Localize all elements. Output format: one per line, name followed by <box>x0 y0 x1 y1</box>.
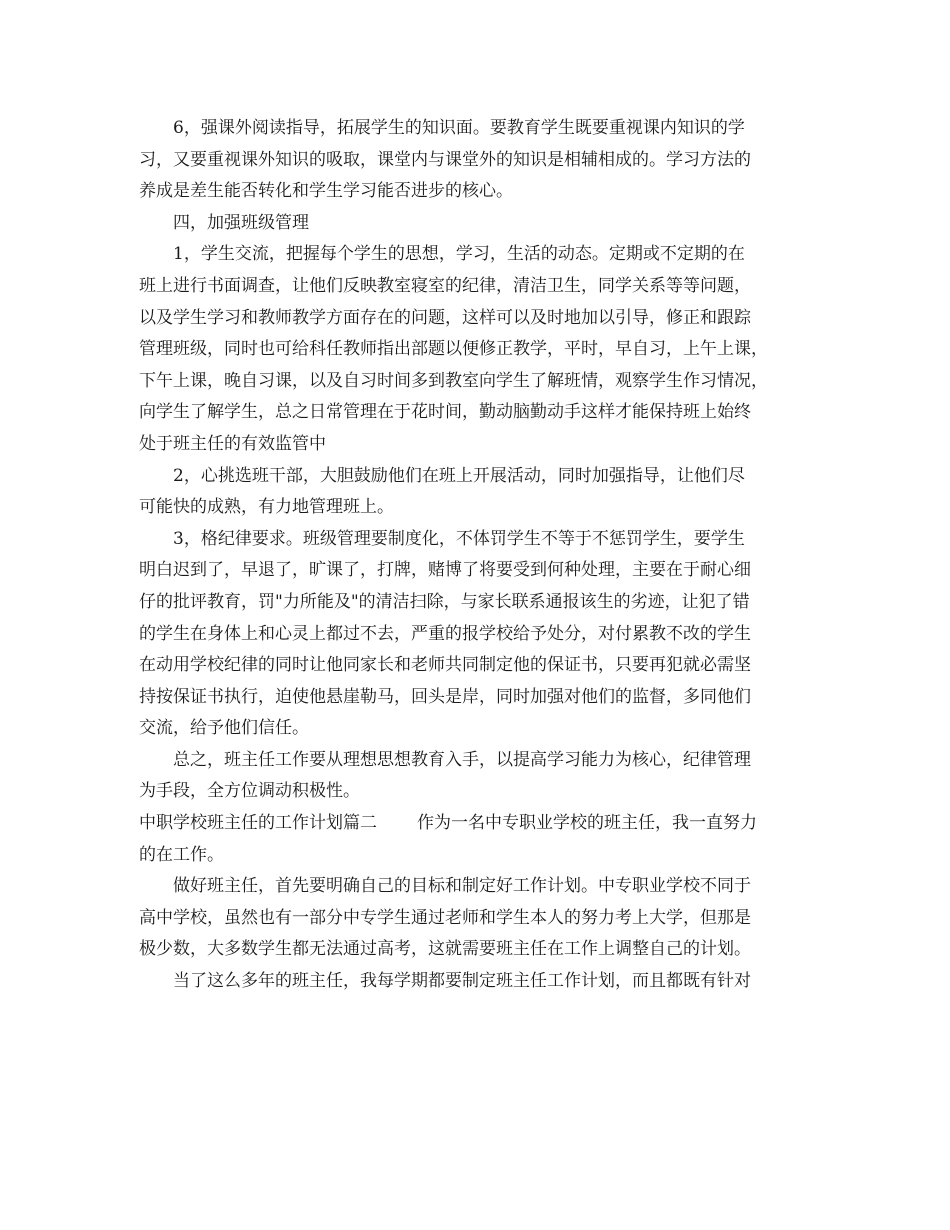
paragraph-line: 1，学生交流，把握每个学生的思想，学习，生活的动态。定期或不定期的在 <box>173 244 745 265</box>
part-two-title: 中职学校班主任的工作计划篇二 <box>139 813 377 834</box>
paragraph-line: 班上进行书面调查，让他们反映教室寝室的纪律，清洁卫生，同学关系等等问题， <box>139 275 751 296</box>
paragraph-line: 交流，给予他们信任。 <box>139 718 309 739</box>
paragraph-line: 总之，班主任工作要从理想思想教育入手，以提高学习能力为核心，纪律管理 <box>173 749 751 770</box>
paragraph-line: 3，格纪律要求。班级管理要制度化，不体罚学生不等于不惩罚学生，要学生 <box>173 528 745 549</box>
paragraph-line: 当了这么多年的班主任，我每学期都要制定班主任工作计划，而且都既有针对 <box>173 971 751 992</box>
paragraph-line: 明白迟到了，早退了，旷课了，打牌，赌博了将要受到何种处理，主要在于耐心细 <box>139 560 751 581</box>
paragraph-line: 处于班主任的有效监管中 <box>139 433 326 454</box>
paragraph-line: 持按保证书执行，迫使他悬崖勒马，回头是岸，同时加强对他们的监督，多同他们 <box>139 686 751 707</box>
paragraph-line: 下午上课，晚自习课，以及自习时间多到教室向学生了解班情，观察学生作习情况， <box>139 370 768 391</box>
paragraph-line: 管理班级，同时也可给科任教师指出部题以便修正教学，平时，早自习，上午上课， <box>139 339 768 360</box>
paragraph-line: 以及学生学习和教师教学方面存在的问题，这样可以及时地加以引导，修正和跟踪 <box>139 307 751 328</box>
section-heading: 四，加强班级管理 <box>173 212 309 233</box>
paragraph-line: 2，心挑选班干部，大胆鼓励他们在班上开展活动，同时加强指导，让他们尽 <box>173 465 745 486</box>
paragraph-line: 养成是差生能否转化和学生学习能否进步的核心。 <box>139 181 513 202</box>
paragraph-line: 可能快的成熟，有力地管理班上。 <box>139 497 394 518</box>
paragraph-line: 向学生了解学生，总之日常管理在于花时间，勤动脑勤动手这样才能保持班上始终 <box>139 402 751 423</box>
paragraph-line: 的学生在身体上和心灵上都过不去，严重的报学校给予处分，对付累教不改的学生 <box>139 623 751 644</box>
paragraph-line: 为手段，全方位调动积极性。 <box>139 781 360 802</box>
paragraph-line: 习，又要重视课外知识的吸取，课堂内与课堂外的知识是相辅相成的。学习方法的 <box>139 149 751 170</box>
part-two-heading-line <box>139 808 819 840</box>
paragraph-line: 仔的批评教育，罚"力所能及"的清洁扫除，与家长联系通报该生的劣迹，让犯了错 <box>139 591 750 612</box>
paragraph-line: 高中学校，虽然也有一部分中专学生通过老师和学生本人的努力考上大学，但那是 <box>139 907 751 928</box>
document-body <box>139 113 819 998</box>
part-two-opening-text: 作为一名中专职业学校的班主任，我一直努力 <box>417 813 757 834</box>
paragraph-line: 在动用学校纪律的同时让他同家长和老师共同制定他的保证书，只要再犯就必需坚 <box>139 655 751 676</box>
paragraph-line: 6，强课外阅读指导，拓展学生的知识面。要教育学生既要重视课内知识的学 <box>173 118 745 138</box>
paragraph-line: 做好班主任，首先要明确自己的目标和制定好工作计划。中专职业学校不同于 <box>173 876 751 897</box>
paragraph-line: 的在工作。 <box>139 844 224 865</box>
paragraph-line: 极少数，大多数学生都无法通过高考，这就需要班主任在工作上调整自己的计划。 <box>139 939 751 960</box>
